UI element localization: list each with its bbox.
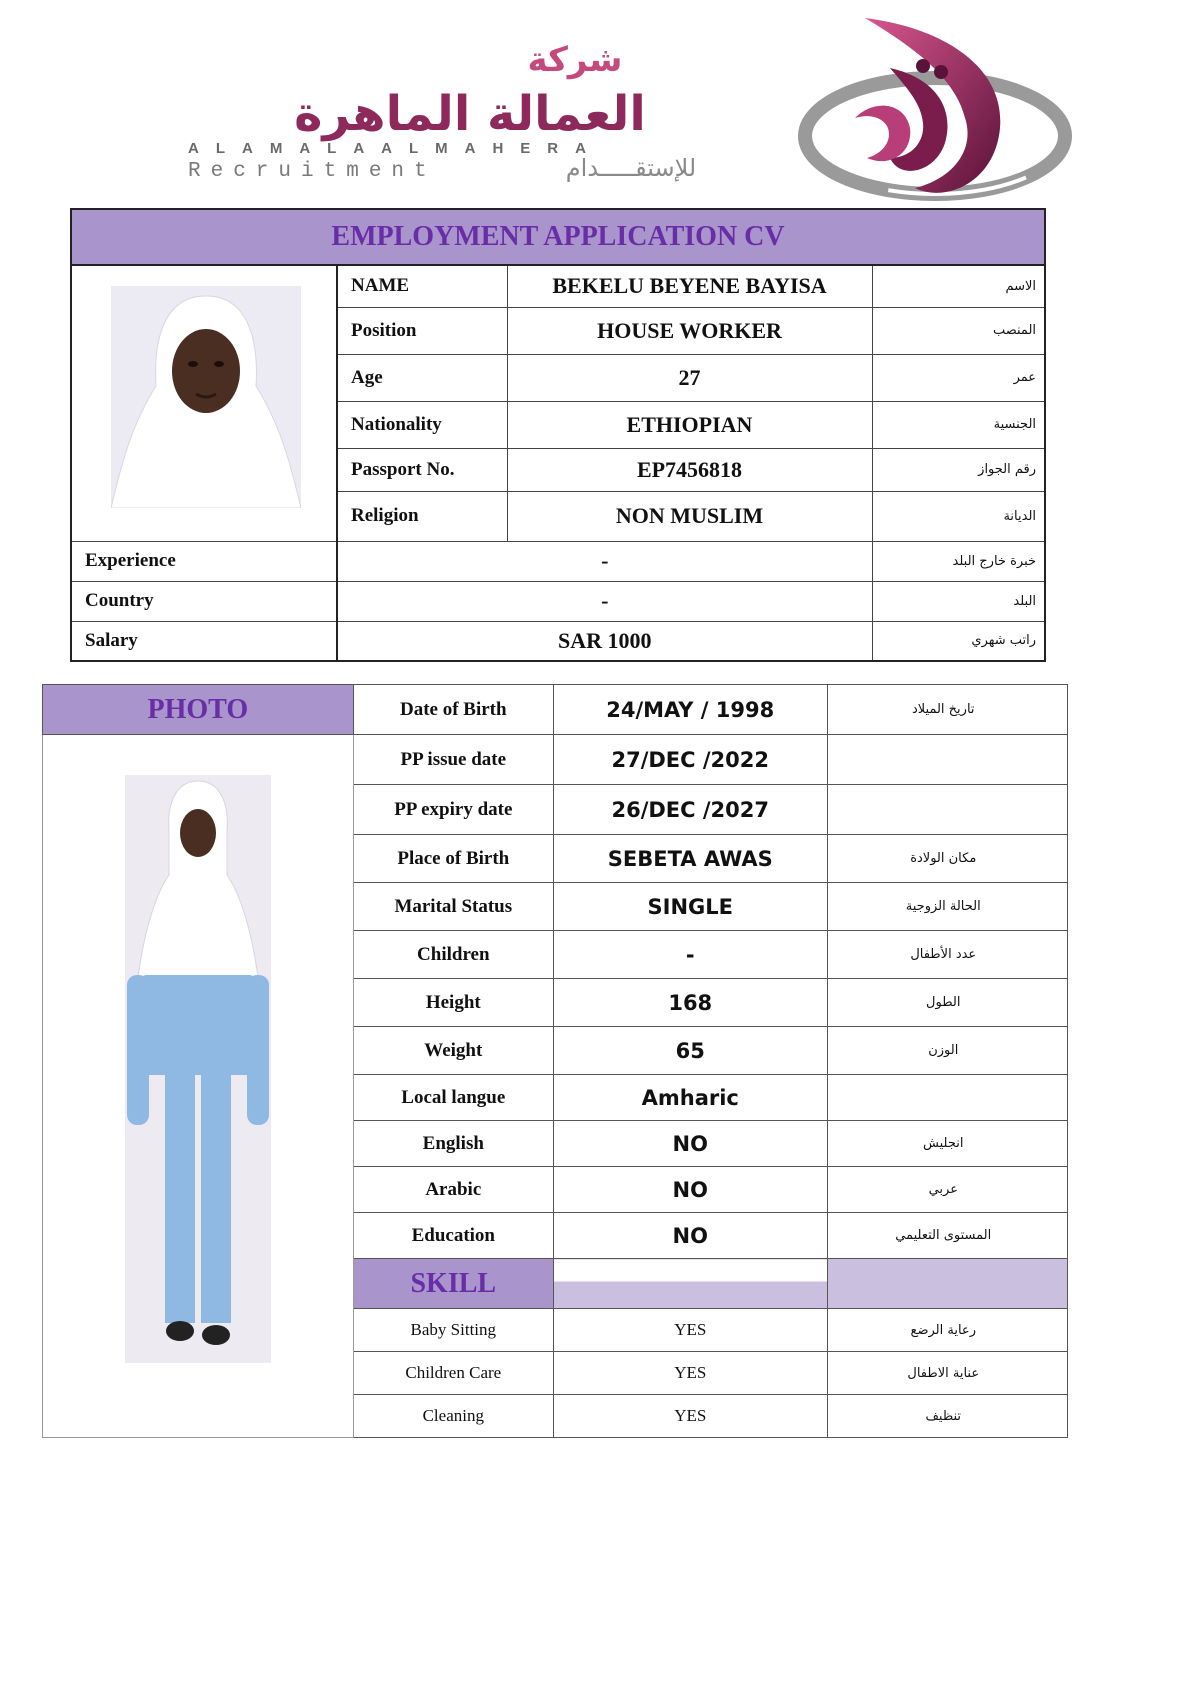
label-cell: Education	[353, 1213, 553, 1259]
company-recruitment-english: Recruitment	[188, 160, 437, 183]
company-name-english: ALAMALAALMAHERA	[188, 140, 603, 157]
value-cell: NO	[553, 1213, 827, 1259]
value-cell: 168	[553, 979, 827, 1027]
company-emblem-icon	[795, 8, 1075, 208]
arabic-label: الجنسية	[872, 401, 1045, 448]
application-summary-table	[70, 208, 1046, 662]
arabic-label: رعاية الرضع	[827, 1309, 1067, 1352]
arabic-label: مكان الولادة	[827, 835, 1067, 883]
label-cell: Country	[71, 581, 337, 621]
country-value: -	[337, 581, 872, 621]
position-value: HOUSE WORKER	[507, 307, 872, 354]
skill-header-blank	[553, 1259, 827, 1309]
label-cell: Weight	[353, 1027, 553, 1075]
arabic-label: الطول	[827, 979, 1067, 1027]
arabic-label: الاسم	[872, 265, 1045, 307]
skill-heading: SKILL	[353, 1259, 553, 1309]
label-cell: PP expiry date	[353, 785, 553, 835]
arabic-label	[827, 735, 1067, 785]
label-cell: Arabic	[353, 1167, 553, 1213]
nationality-value: ETHIOPIAN	[507, 401, 872, 448]
label-cell: Local langue	[353, 1075, 553, 1121]
value-cell: 26/DEC /2027	[553, 785, 827, 835]
value-cell: Amharic	[553, 1075, 827, 1121]
full-body-photo	[125, 775, 271, 1363]
label-cell: Date of Birth	[353, 685, 553, 735]
arabic-label: عمر	[872, 354, 1045, 401]
arabic-label: خبرة خارج البلد	[872, 541, 1045, 581]
value-cell: SEBETA AWAS	[553, 835, 827, 883]
arabic-label: الديانة	[872, 491, 1045, 541]
name-value: BEKELU BEYENE BAYISA	[507, 265, 872, 307]
company-name-arabic-line1: شركة	[527, 40, 623, 80]
skill-label: Baby Sitting	[353, 1309, 553, 1352]
arabic-label: عربي	[827, 1167, 1067, 1213]
value-cell: NO	[553, 1121, 827, 1167]
form-title: EMPLOYMENT APPLICATION CV	[71, 209, 1045, 265]
value-cell: SINGLE	[553, 883, 827, 931]
value-cell: 24/MAY / 1998	[553, 685, 827, 735]
photo-heading: PHOTO	[43, 685, 354, 735]
arabic-label	[827, 785, 1067, 835]
label-cell: Age	[337, 354, 507, 401]
personal-details-table	[42, 684, 1068, 1526]
skill-value: YES	[553, 1352, 827, 1395]
skill-value: YES	[553, 1309, 827, 1352]
label-cell: NAME	[337, 265, 507, 307]
company-name-arabic-line2: العمالة الماهرة	[294, 86, 646, 142]
value-cell: 27/DEC /2022	[553, 735, 827, 785]
skill-value: YES	[553, 1395, 827, 1438]
label-cell: PP issue date	[353, 735, 553, 785]
arabic-label: البلد	[872, 581, 1045, 621]
label-cell: Children	[353, 931, 553, 979]
arabic-label: الوزن	[827, 1027, 1067, 1075]
label-cell: Experience	[71, 541, 337, 581]
value-cell: 65	[553, 1027, 827, 1075]
company-logo-text	[180, 40, 780, 190]
arabic-label	[827, 1075, 1067, 1121]
skill-header-blank	[827, 1259, 1067, 1309]
arabic-label: تنظيف	[827, 1395, 1067, 1438]
salary-value: SAR 1000	[337, 621, 872, 661]
arabic-label: تاريخ الميلاد	[827, 685, 1067, 735]
company-recruitment-arabic: للإستقـــــدام	[565, 154, 697, 182]
full-body-photo-cell	[43, 735, 354, 1438]
passport-value: EP7456818	[507, 448, 872, 491]
age-value: 27	[507, 354, 872, 401]
label-cell: Nationality	[337, 401, 507, 448]
arabic-label: الحالة الزوجية	[827, 883, 1067, 931]
value-cell: -	[553, 931, 827, 979]
blank-space	[43, 1438, 828, 1526]
arabic-label: انجليش	[827, 1121, 1067, 1167]
label-cell: Passport No.	[337, 448, 507, 491]
arabic-label: راتب شهري	[872, 621, 1045, 661]
label-cell: Place of Birth	[353, 835, 553, 883]
arabic-label: المنصب	[872, 307, 1045, 354]
skill-label: Cleaning	[353, 1395, 553, 1438]
headshot-photo	[111, 286, 301, 508]
label-cell: Salary	[71, 621, 337, 661]
label-cell: Religion	[337, 491, 507, 541]
label-cell: Height	[353, 979, 553, 1027]
skill-label: Children Care	[353, 1352, 553, 1395]
religion-value: NON MUSLIM	[507, 491, 872, 541]
label-cell: Position	[337, 307, 507, 354]
experience-value: -	[337, 541, 872, 581]
headshot-cell	[71, 265, 337, 541]
label-cell: English	[353, 1121, 553, 1167]
arabic-label: عناية الاطفال	[827, 1352, 1067, 1395]
arabic-label: عدد الأطفال	[827, 931, 1067, 979]
arabic-label: رقم الجواز	[872, 448, 1045, 491]
arabic-label: المستوى التعليمي	[827, 1213, 1067, 1259]
label-cell: Marital Status	[353, 883, 553, 931]
value-cell: NO	[553, 1167, 827, 1213]
